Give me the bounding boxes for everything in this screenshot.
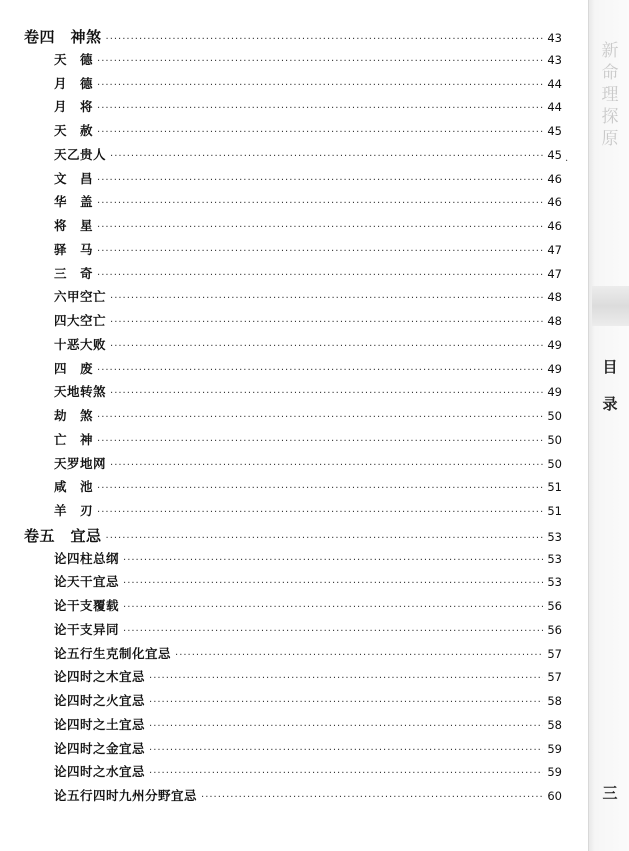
toc-label: 卷五 宜忌 (24, 526, 102, 545)
dot-leader (123, 603, 543, 613)
toc-page-number: 47 (547, 242, 562, 257)
dot-leader (123, 556, 543, 566)
toc-page-number: 49 (547, 385, 562, 400)
dot-leader (97, 104, 543, 114)
toc-page-number: 50 (547, 409, 562, 423)
toc-page-number: 60 (547, 789, 562, 803)
toc-entry (54, 121, 562, 139)
dot-leader (97, 57, 543, 67)
toc-entry (54, 335, 562, 353)
toc-page-number: 53 (547, 575, 562, 590)
toc-chapter (24, 525, 562, 546)
toc-page-number: 48 (547, 290, 562, 305)
toc-entry (54, 430, 562, 448)
toc-entry (54, 620, 562, 638)
toc-page-number: 58 (547, 717, 562, 732)
toc-label: 亡 神 (54, 431, 94, 447)
toc-page-number: 43 (547, 31, 562, 45)
dot-leader (123, 579, 543, 589)
toc-label: 六甲空亡 (54, 289, 107, 305)
toc-entry (54, 169, 562, 187)
toc-page-number: 53 (547, 529, 562, 544)
toc-entry (54, 50, 562, 68)
toc-entry (54, 739, 562, 757)
toc-page-number: 48 (547, 314, 562, 328)
toc-label: 十恶大败 (54, 336, 107, 352)
toc-label: 天罗地网 (54, 455, 107, 471)
dot-leader (110, 294, 543, 304)
toc-page-number: 44 (547, 76, 562, 91)
dot-leader (123, 627, 543, 637)
dot-leader (97, 508, 543, 518)
toc-entry (54, 287, 562, 305)
dot-leader (106, 534, 544, 544)
dot-leader (110, 318, 543, 328)
toc-label: 四大空亡 (54, 313, 107, 328)
toc-entry (54, 359, 562, 377)
toc-label: 月 德 (54, 75, 94, 91)
toc-page-number: 57 (547, 670, 562, 685)
toc-page-number: 50 (547, 432, 562, 447)
toc-label: 天地转煞 (54, 384, 107, 400)
toc-page-number: 50 (547, 456, 562, 471)
toc-label: 文 昌 (54, 170, 94, 186)
toc-page-number: 49 (547, 337, 562, 352)
dot-leader (97, 199, 543, 209)
toc-page-number: 46 (547, 219, 562, 233)
toc-label: 将 星 (54, 218, 94, 233)
toc-label: 三 奇 (54, 265, 94, 281)
dot-leader (175, 651, 543, 661)
toc-label: 论四时之火宜忌 (54, 693, 146, 708)
toc-label: 论四时之土宜忌 (54, 716, 146, 732)
toc-page-number: 58 (547, 694, 562, 708)
toc-entry (54, 264, 562, 282)
toc-entry (54, 145, 562, 163)
toc-page-number: 45 (547, 147, 562, 162)
toc-label: 论五行四时九州分野宜忌 (54, 788, 198, 803)
dot-leader (97, 247, 543, 257)
toc-entry (54, 192, 562, 210)
toc-page-number: 59 (547, 765, 562, 780)
dot-leader (149, 769, 543, 779)
toc-entry (54, 240, 562, 258)
dot-leader (97, 81, 543, 91)
toc-label: 月 将 (54, 99, 94, 115)
toc-entry (54, 572, 562, 590)
toc-page-number: 53 (547, 551, 562, 566)
toc-label: 论干支覆载 (54, 598, 120, 613)
toc-label: 论干支异同 (54, 621, 120, 637)
toc-page-number: 51 (547, 504, 562, 518)
toc-page-number: 44 (547, 100, 562, 115)
toc-page-number: 51 (547, 480, 562, 495)
dot-leader (149, 746, 543, 756)
toc-entry (54, 644, 562, 662)
scan-smudge (592, 286, 629, 326)
toc-label: 天乙贵人 (54, 146, 107, 162)
dot-leader (97, 271, 543, 281)
toc-entry (54, 501, 562, 519)
toc-entry (54, 311, 562, 329)
toc-label: 四 废 (54, 360, 94, 376)
toc-label: 论四柱总纲 (54, 550, 120, 566)
toc-entry (54, 596, 562, 614)
toc-entry (54, 97, 562, 115)
toc-page-number: 43 (547, 52, 562, 67)
toc-label: 劫 煞 (54, 408, 94, 423)
toc-label: 驿 马 (54, 241, 94, 257)
toc-entry (54, 762, 562, 780)
dot-leader (106, 35, 544, 45)
dot-leader (97, 437, 543, 447)
section-label-bottom: 录 (602, 395, 618, 413)
toc-entry (54, 477, 562, 495)
toc-entry (54, 715, 562, 733)
toc-label: 卷四 神煞 (24, 28, 102, 46)
toc-page-number: 47 (547, 266, 562, 281)
dot-leader (97, 176, 543, 186)
toc-page-number: 46 (547, 171, 562, 186)
toc-page-number: 45 (547, 124, 562, 138)
toc-label: 天 德 (54, 51, 94, 67)
toc-entry (54, 667, 562, 685)
toc-label: 华 盖 (54, 194, 94, 210)
toc-entry (54, 216, 562, 234)
dot-leader (110, 152, 543, 162)
toc-label: 羊 刃 (54, 503, 94, 518)
dot-leader (110, 342, 543, 352)
dot-leader (149, 674, 543, 684)
dot-leader (97, 413, 543, 423)
dot-leader (97, 484, 543, 494)
toc-chapter (24, 26, 562, 47)
toc-label: 论四时之水宜忌 (54, 764, 146, 780)
toc-page-number: 59 (547, 741, 562, 756)
toc-entry (54, 691, 562, 709)
toc-page-number: 56 (547, 622, 562, 637)
toc-entry (54, 549, 562, 567)
toc-entry (54, 786, 562, 804)
dot-leader (110, 461, 543, 471)
dot-leader (149, 698, 543, 708)
toc-page-number: 49 (547, 361, 562, 376)
toc-page-number: 46 (547, 195, 562, 210)
toc-entry (54, 406, 562, 424)
page-number: 三 (602, 784, 618, 802)
toc-page-number: 57 (547, 646, 562, 661)
toc-entry (54, 74, 562, 92)
section-label-top: 目 (602, 358, 618, 376)
toc-entry (54, 382, 562, 400)
dot-leader (97, 128, 543, 138)
toc-label: 论天干宜忌 (54, 574, 120, 590)
show-through-text: 新 命 理 探 原 (601, 41, 619, 149)
dot-leader (110, 389, 543, 399)
toc-label: 天 赦 (54, 123, 94, 138)
toc-page-number: 56 (547, 599, 562, 613)
dot-leader (97, 223, 543, 233)
toc-label: 咸 池 (54, 479, 94, 495)
dot-leader (97, 366, 543, 376)
toc-label: 论五行生克制化宜忌 (54, 645, 172, 661)
toc-label: 论四时之木宜忌 (54, 669, 146, 685)
stray-dot: . (565, 153, 569, 164)
toc-label: 论四时之金宜忌 (54, 740, 146, 756)
toc-entry (54, 454, 562, 472)
dot-leader (201, 793, 543, 803)
dot-leader (149, 722, 543, 732)
